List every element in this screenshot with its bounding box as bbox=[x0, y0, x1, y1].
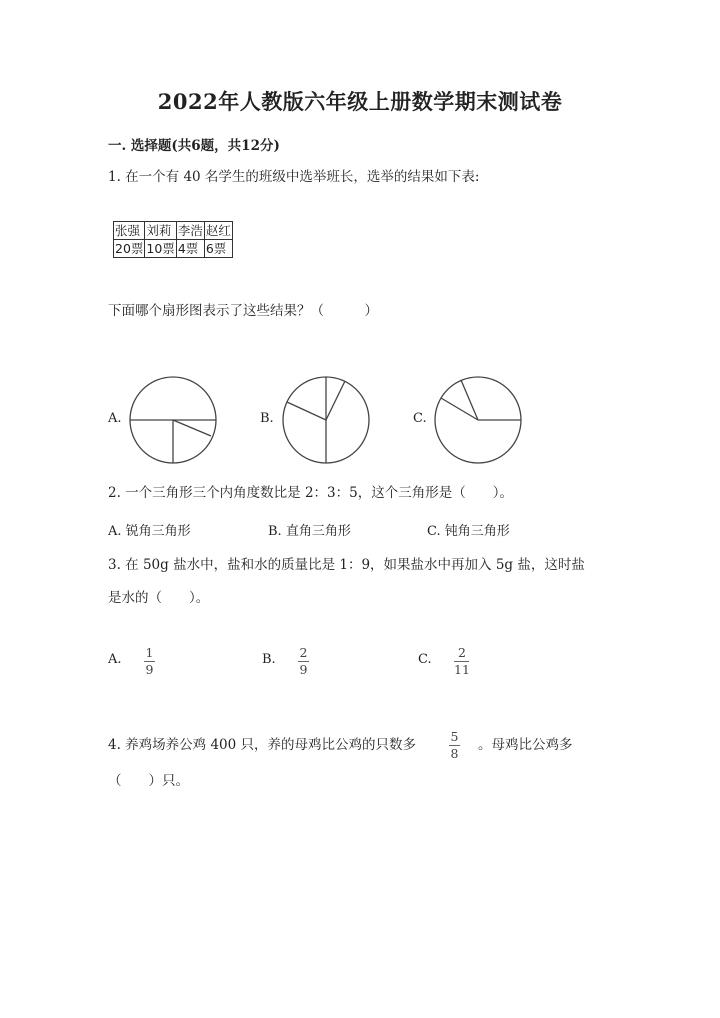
pie-divider bbox=[326, 381, 345, 420]
vote-table-cell: 4票 bbox=[176, 240, 204, 258]
vote-table-votes-row bbox=[114, 240, 233, 258]
fraction-numerator: 2 bbox=[299, 645, 308, 660]
question-3-text-line2: 是水的（ ）。 bbox=[108, 590, 210, 606]
q2-option-a: A. 锐角三角形 bbox=[108, 524, 191, 539]
q3-option-b-label: B. bbox=[262, 652, 276, 667]
fraction-denominator: 8 bbox=[450, 746, 459, 761]
vote-table-cell: 赵红 bbox=[205, 223, 231, 238]
pie-divider bbox=[173, 420, 211, 436]
question-4-text-after: 。母鸡比公鸡多 bbox=[478, 737, 573, 753]
fraction-denominator: 11 bbox=[454, 662, 470, 677]
q1-option-a-label: A. bbox=[108, 411, 122, 426]
fraction-denominator: 9 bbox=[299, 662, 308, 677]
pie-chart-option-c bbox=[433, 375, 523, 465]
question-1-prompt: 下面哪个扇形图表示了这些结果？（ ） bbox=[108, 303, 378, 319]
question-2-text: 2. 一个三角形三个内角度数比是 2：3：5，这个三角形是（ ）。 bbox=[108, 485, 513, 501]
question-3-text-line1: 3. 在 50g 盐水中，盐和水的质量比是 1：9，如果盐水中再加入 5g 盐，这时盐 bbox=[108, 557, 585, 573]
q1-option-b-label: B. bbox=[260, 411, 274, 426]
q2-option-c: C. 钝角三角形 bbox=[427, 524, 510, 539]
vote-table-cell: 李浩 bbox=[177, 223, 203, 238]
vote-table-cell: 20票 bbox=[115, 241, 144, 256]
pie-chart-option-b bbox=[281, 375, 371, 465]
question-1-text: 1. 在一个有 40 名学生的班级中选举班长，选举的结果如下表: bbox=[108, 169, 480, 185]
q4-fraction bbox=[449, 730, 460, 761]
fraction-numerator: 2 bbox=[457, 645, 466, 660]
pie-chart-option-a bbox=[128, 375, 218, 465]
fraction-numerator: 1 bbox=[145, 645, 154, 660]
q2-option-b: B. 直角三角形 bbox=[268, 524, 351, 539]
question-4-text-before: 4. 养鸡场养公鸡 400 只，养的母鸡比公鸡的只数多 bbox=[108, 737, 417, 753]
q3-option-a-label: A. bbox=[108, 652, 122, 667]
vote-table-names-row bbox=[114, 222, 233, 240]
fraction-numerator: 5 bbox=[450, 729, 459, 744]
q3-option-c-fraction bbox=[454, 646, 470, 677]
section-heading: 一. 选择题(共6题，共12分) bbox=[108, 138, 280, 154]
vote-table-cell: 10票 bbox=[146, 241, 175, 256]
pie-divider bbox=[441, 398, 478, 420]
page-title: 2022年人教版六年级上册数学期末测试卷 bbox=[157, 89, 563, 114]
vote-table bbox=[113, 221, 233, 258]
pie-divider bbox=[461, 380, 478, 420]
q3-option-c-label: C. bbox=[418, 652, 432, 667]
fraction-denominator: 9 bbox=[145, 662, 154, 677]
vote-table-cell: 刘莉 bbox=[145, 222, 176, 240]
q1-option-c-label: C. bbox=[413, 411, 427, 426]
q3-option-b-fraction bbox=[298, 646, 309, 677]
vote-table-cell: 6票 bbox=[204, 240, 232, 258]
q3-option-a-fraction bbox=[144, 646, 155, 677]
vote-table-cell: 张强 bbox=[114, 222, 145, 240]
pie-divider bbox=[287, 402, 326, 420]
question-4-text-line2: （ ）只。 bbox=[108, 773, 189, 789]
